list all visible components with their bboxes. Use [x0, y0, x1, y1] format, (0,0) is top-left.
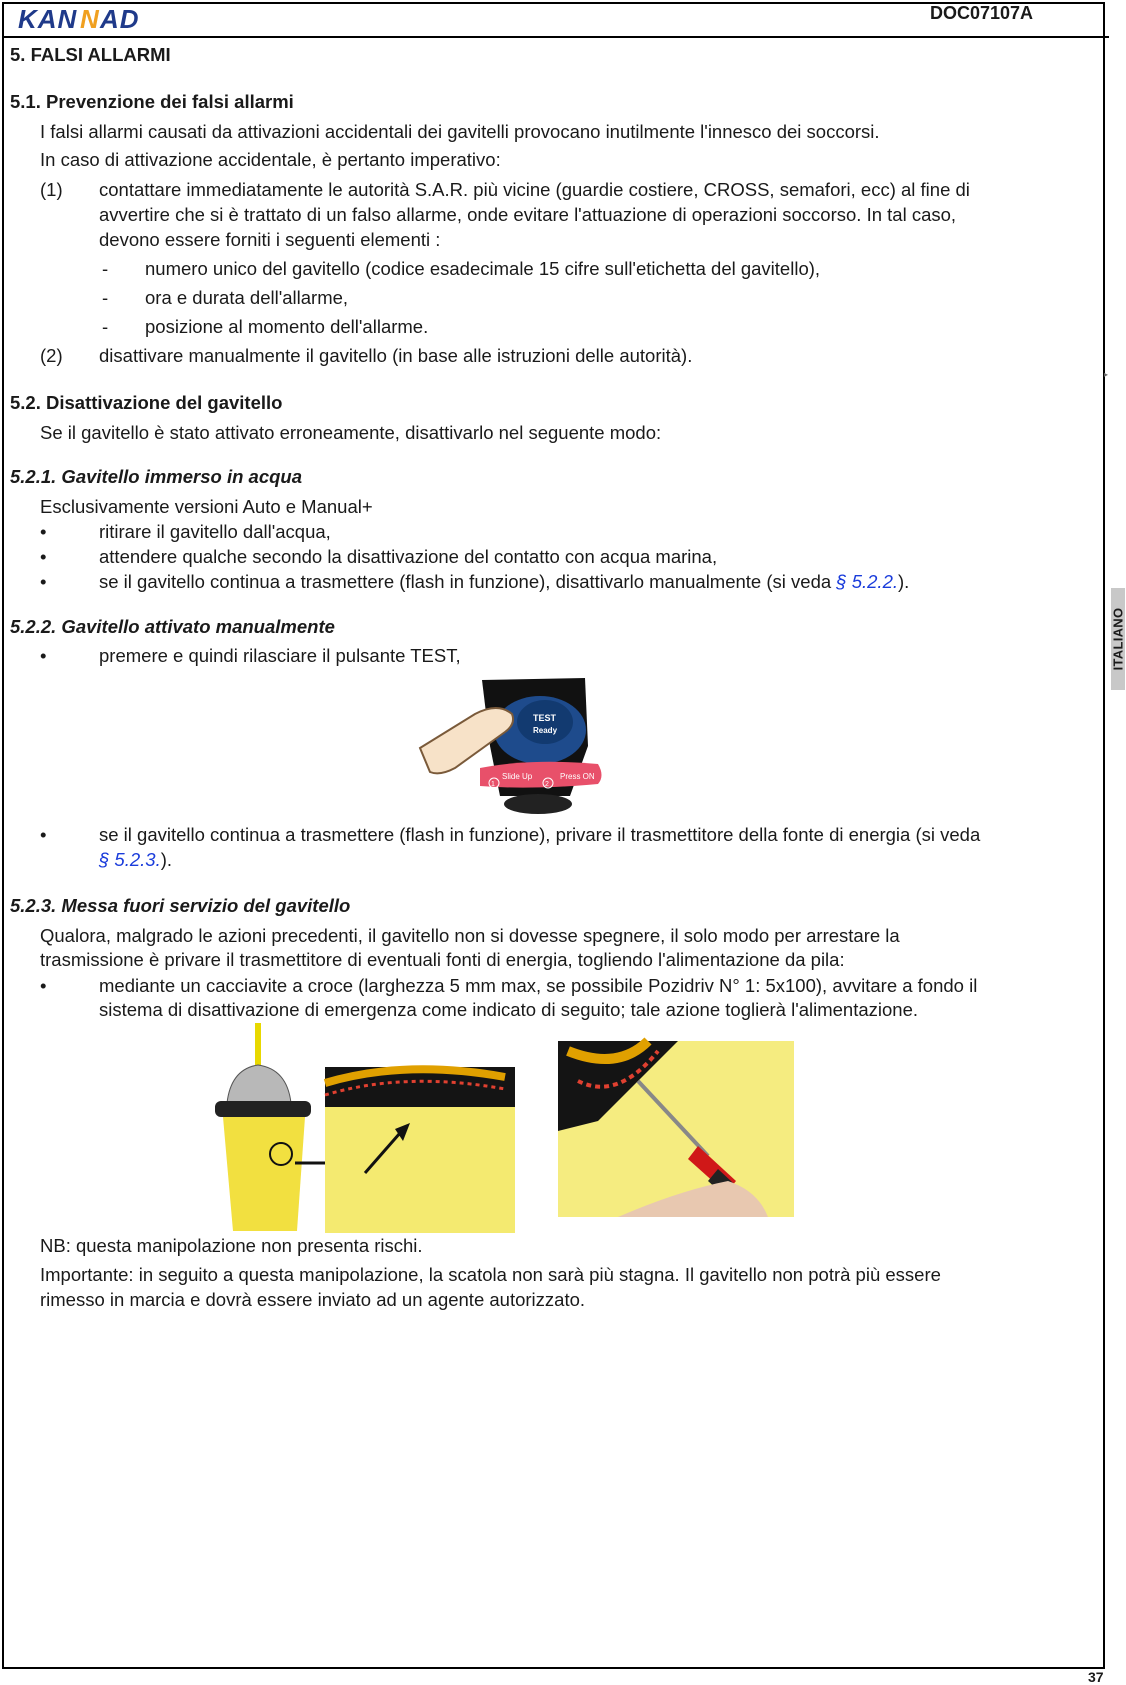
kannad-logo — [18, 5, 160, 32]
screwdriver-photo — [558, 1041, 794, 1217]
bullet-text-part: ). — [898, 571, 910, 592]
list-number: (1) — [40, 179, 63, 200]
list-item-text: contattare immediatamente le autorità S.A.R. più vicine (guardie costiere, CROSS, semafori, ecc) al fine di — [99, 179, 970, 200]
photo-label: Ready — [533, 726, 558, 735]
paragraph: In caso di attivazione accidentale, è pertanto imperativo: — [40, 149, 501, 170]
section-5-title: 5. FALSI ALLARMI — [10, 44, 171, 65]
photo-label: 2 — [545, 781, 549, 788]
section-5-1-title: 5.1. Prevenzione dei falsi allarmi — [10, 91, 294, 112]
photo-label: TEST — [533, 713, 557, 723]
photo-label: Press ON — [560, 772, 595, 781]
section-link-5-2-2[interactable]: § 5.2.2. — [836, 571, 898, 592]
section-5-2-3-title: 5.2.3. Messa fuori servizio del gavitello — [10, 895, 351, 916]
bullet-text: premere e quindi rilasciare il pulsante TEST, — [99, 645, 461, 666]
paragraph: Esclusivamente versioni Auto e Manual+ — [40, 496, 373, 517]
bullet-text — [99, 570, 909, 594]
bullet-marker: • — [40, 824, 47, 845]
dash-marker: - — [102, 287, 109, 308]
bullet-text: sistema di disattivazione di emergenza come indicato di seguito; tale azione toglierà l'alimentazione. — [99, 999, 919, 1020]
bullet-text-part: se il gavitello continua a trasmettere (flash in funzione), disattivarlo manualmente (si veda — [99, 571, 837, 592]
paragraph: rimesso in marcia e dovrà essere inviato ad un agente autorizzato. — [40, 1289, 586, 1310]
dash-marker: - — [102, 258, 109, 279]
bullet-text: attendere qualche secondo la disattivazione del contatto con acqua marina, — [99, 546, 718, 567]
beacon-overview-photo — [205, 1023, 515, 1233]
bullet-text: mediante un cacciavite a croce (larghezza 5 mm max, se possibile Pozidriv N° 1: 5x100), avvitare a fondo il — [99, 975, 978, 996]
document-reference: DOC07107A — [930, 3, 1034, 23]
photo-label: Slide Up — [502, 772, 533, 781]
bullet-text: se il gavitello continua a trasmettere (flash in funzione), privare il trasmettitore della fonte di energia (si veda — [99, 824, 981, 845]
section-5-2-1-title: 5.2.1. Gavitello immerso in acqua — [10, 466, 303, 487]
bullet-marker: • — [40, 546, 47, 567]
bullet-marker: • — [40, 645, 47, 666]
paragraph: Importante: in seguito a questa manipolazione, la scatola non sarà più stagna. Il gavitello non potrà più essere — [40, 1264, 941, 1285]
dash-marker: - — [102, 316, 109, 337]
note: NB: questa manipolazione non presenta rischi. — [40, 1235, 423, 1256]
list-item-text: avvertire che si è trattato di un falso allarme, onde evitare l'attuazione di operazioni soccorso. In tal caso, — [99, 204, 957, 225]
photo-label: 1 — [491, 781, 495, 788]
paragraph: trasmissione è privare il trasmettitore di eventuali fonti di energia, togliendo l'alimentazione da pila: — [40, 949, 845, 970]
svg-text:N: N — [80, 4, 100, 34]
paragraph: I falsi allarmi causati da attivazioni accidentali dei gavitelli provocano inutilmente l'innesco dei soccorsi. — [40, 121, 880, 142]
bullet-marker: • — [40, 521, 47, 542]
sub-list-item: ora e durata dell'allarme, — [145, 287, 349, 308]
paragraph: Qualora, malgrado le azioni precedenti, il gavitello non si dovesse spegnere, il solo modo per arrestare la — [40, 925, 900, 946]
test-button-photo — [420, 676, 610, 816]
margin-mark: ▸ — [1104, 370, 1109, 379]
bullet-text-part: ). — [160, 849, 173, 870]
sub-list-item: numero unico del gavitello (codice esadecimale 15 cifre sull'etichetta del gavitello), — [145, 258, 821, 279]
bullet-marker: • — [40, 975, 47, 996]
sub-list-item: posizione al momento dell'allarme. — [145, 316, 429, 337]
bullet-text — [99, 848, 172, 872]
bullet-marker: • — [40, 571, 47, 592]
section-5-2-2-title: 5.2.2. Gavitello attivato manualmente — [10, 616, 335, 637]
list-item-text: devono essere forniti i seguenti elementi : — [99, 229, 441, 250]
header-rule — [2, 36, 1109, 38]
svg-text:AD: AD — [100, 4, 140, 34]
list-item-text: disattivare manualmente il gavitello (in base alle istruzioni delle autorità). — [99, 345, 693, 366]
language-tab — [1111, 588, 1125, 690]
list-number: (2) — [40, 345, 63, 366]
section-link-5-2-3[interactable]: § 5.2.3. — [99, 849, 161, 870]
page-number: 37 — [1088, 1669, 1104, 1685]
svg-text:KAN: KAN — [18, 4, 78, 34]
bullet-text: ritirare il gavitello dall'acqua, — [99, 521, 331, 542]
paragraph: Se il gavitello è stato attivato erroneamente, disattivarlo nel seguente modo: — [40, 422, 662, 443]
language-label: ITALIANO — [1110, 607, 1126, 671]
section-5-2-title: 5.2. Disattivazione del gavitello — [10, 392, 283, 413]
